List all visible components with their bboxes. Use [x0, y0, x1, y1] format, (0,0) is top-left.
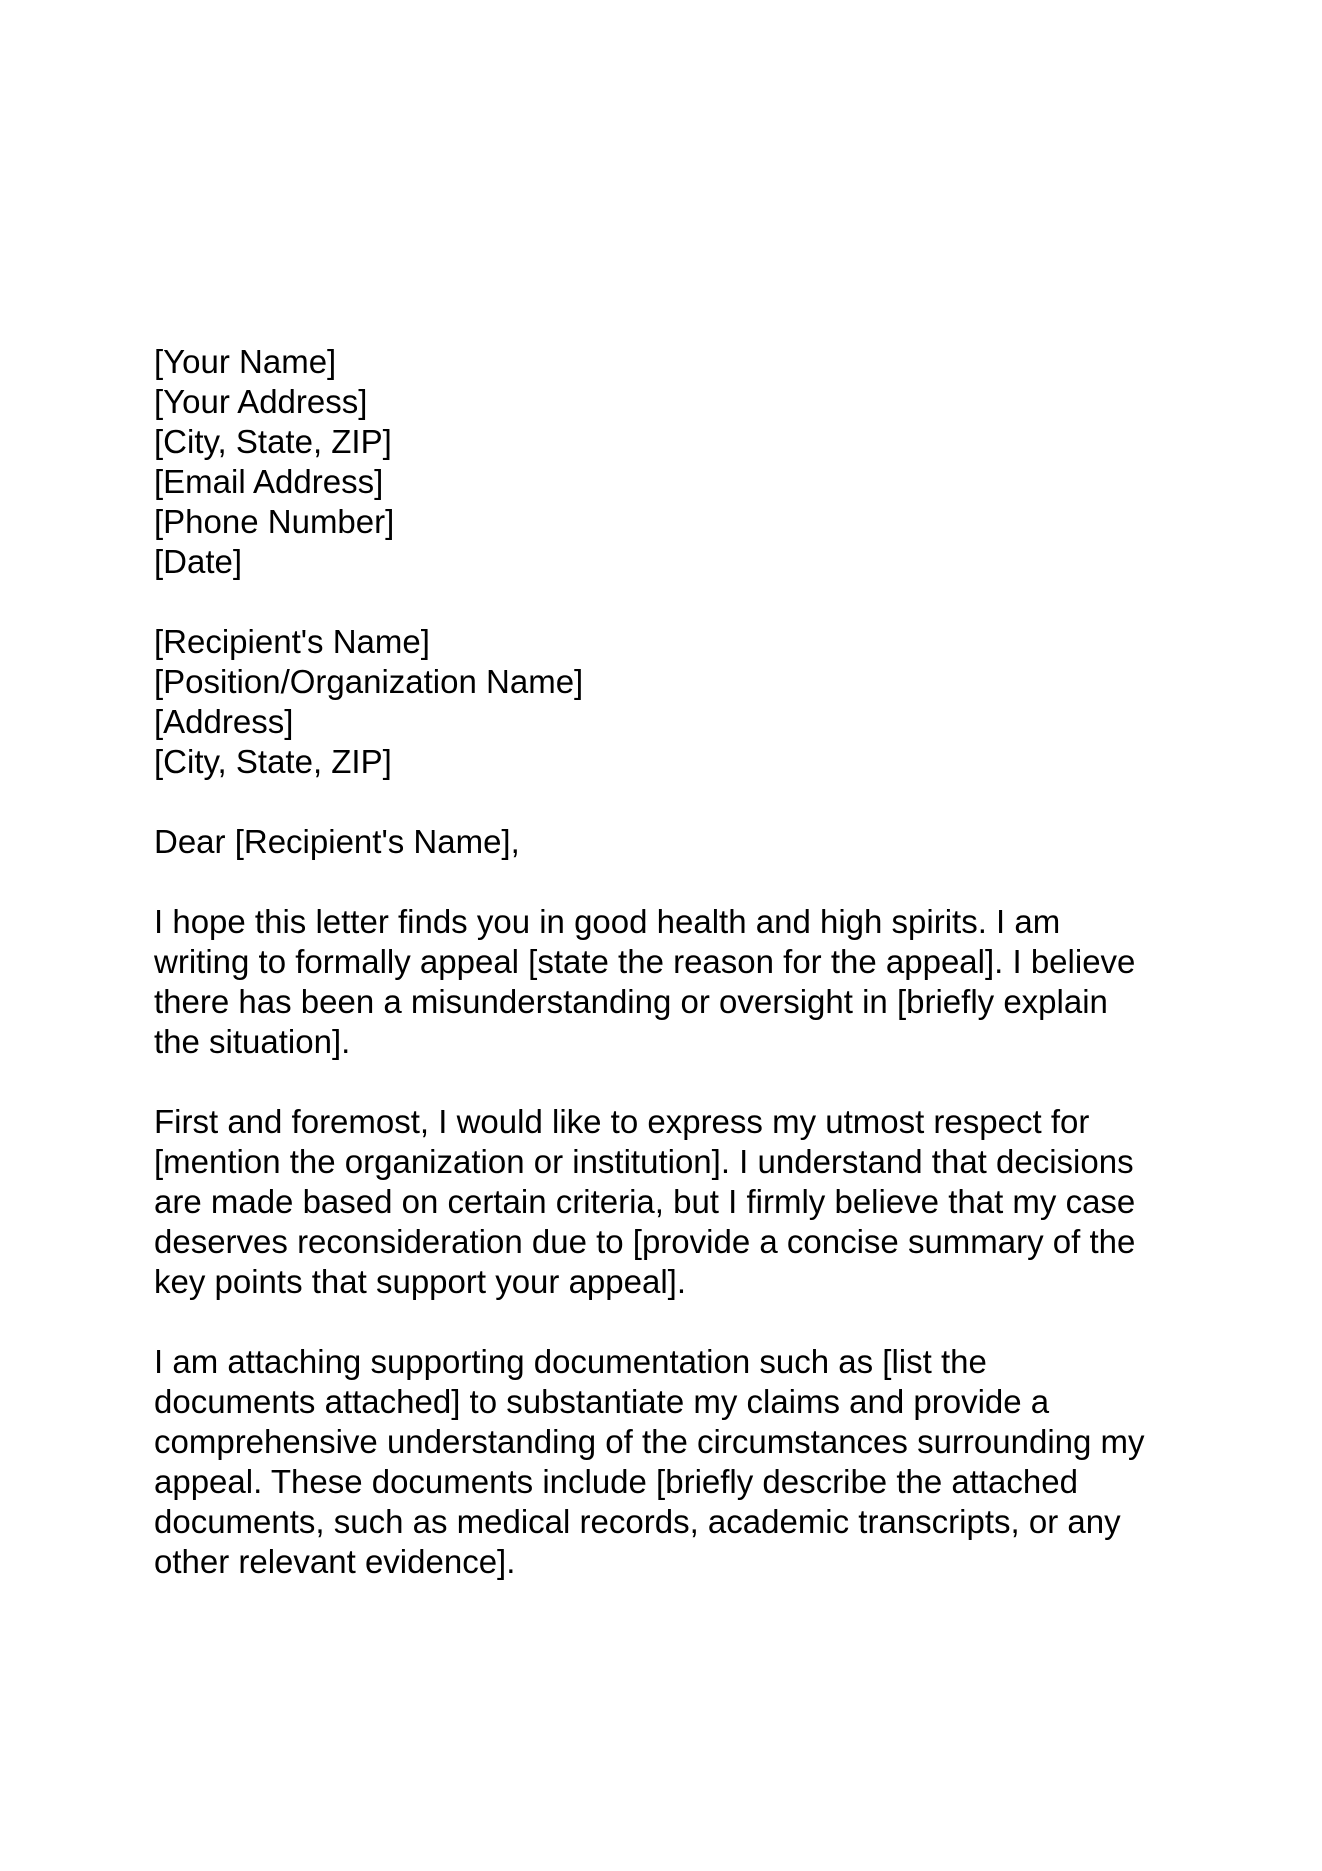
paragraph-respect: [154, 1102, 1214, 1302]
paragraph-line: documents, such as medical records, academic transcripts, or any: [154, 1503, 1121, 1540]
salutation: Dear [Recipient's Name],: [154, 823, 520, 860]
paragraph-line: there has been a misunderstanding or oversight in [briefly explain: [154, 983, 1108, 1020]
paragraph-line: documents attached] to substantiate my claims and provide a: [154, 1383, 1050, 1420]
paragraph-line: writing to formally appeal [state the reason for the appeal]. I believe: [154, 943, 1136, 980]
recipient-city-state-zip: [City, State, ZIP]: [154, 743, 392, 780]
paragraph-line: are made based on certain criteria, but I firmly believe that my case: [154, 1183, 1136, 1220]
recipient-block: [154, 622, 1214, 782]
sender-address: [Your Address]: [154, 383, 368, 420]
paragraph-line: I hope this letter finds you in good health and high spirits. I am: [154, 903, 1061, 940]
recipient-name: [Recipient's Name]: [154, 623, 430, 660]
sender-name: [Your Name]: [154, 343, 337, 380]
paragraph-line: key points that support your appeal].: [154, 1263, 686, 1300]
sender-block: [154, 342, 1214, 582]
paragraph-line: First and foremost, I would like to express my utmost respect for: [154, 1103, 1090, 1140]
paragraph-line: deserves reconsideration due to [provide a concise summary of the: [154, 1223, 1136, 1260]
letter-body: [154, 342, 1214, 1622]
sender-phone: [Phone Number]: [154, 503, 395, 540]
recipient-address: [Address]: [154, 703, 294, 740]
letter-date: [Date]: [154, 543, 243, 580]
sender-city-state-zip: [City, State, ZIP]: [154, 423, 392, 460]
recipient-position-org: [Position/Organization Name]: [154, 663, 584, 700]
paragraph-line: comprehensive understanding of the circumstances surrounding my: [154, 1423, 1145, 1460]
paragraph-line: the situation].: [154, 1023, 351, 1060]
paragraph-intro: [154, 902, 1214, 1062]
paragraph-line: [mention the organization or institution]. I understand that decisions: [154, 1143, 1134, 1180]
paragraph-line: other relevant evidence].: [154, 1543, 516, 1580]
paragraph-line: appeal. These documents include [briefly describe the attached: [154, 1463, 1078, 1500]
paragraph-line: I am attaching supporting documentation such as [list the: [154, 1343, 987, 1380]
paragraph-documentation: [154, 1342, 1214, 1582]
sender-email: [Email Address]: [154, 463, 384, 500]
